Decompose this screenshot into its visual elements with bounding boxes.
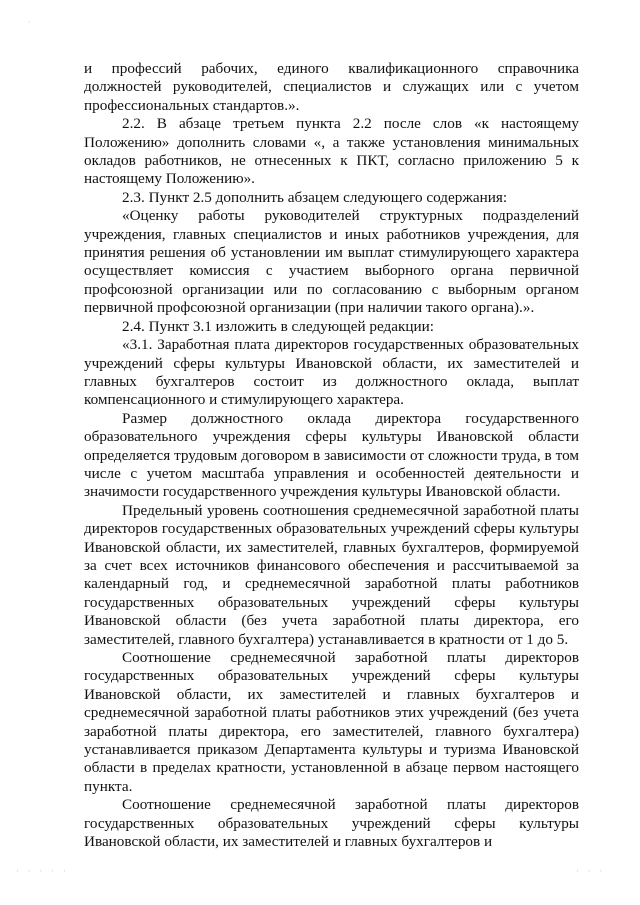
paragraph-2-3: 2.3. Пункт 2.5 дополнить абзацем следующего содержания: — [122, 188, 508, 206]
paragraph-continuation: и профессий рабочих, единого квалификационного справочника должностей руководителей, специалистов и служащих или с учетом профессиональных стандартов.». — [84, 60, 579, 114]
paragraph-limit-ratio: Предельный уровень соотношения среднемесячной заработной платы директоров государственных образовательных учреждений сферы культуры Ивановской области, их заместителей, главных бухгалтеров, формируемой за счет всех источников финансового обеспечения и рассчитываемой за календарный год, и среднемесячной заработной платы работников государственных образовательных учреждений сферы культуры Ивановской области (без учета заработной платы директора, его заместителей, главного бухгалтера) устанавливается в кратности от 1 до 5. — [84, 501, 579, 648]
scan-dots-left: · · · · · — [16, 867, 69, 877]
paragraph-3-1: «3.1. Заработная плата директоров государственных образовательных учреждений сферы культуры Ивановской области, их заместителей и главных бухгалтеров состоит из должностного оклада, выплат компенсационного и стимулирующего характера. — [84, 336, 579, 409]
document-body — [84, 60, 579, 851]
scan-dots-right: · · · — [576, 867, 606, 877]
paragraph-2-3-quote: «Оценку работы руководителей структурных подразделений учреждения, главных специалистов и иных работников учреждения, для принятия решения об установлении им выплат стимулирующего характера осуществляет комиссия с участием выборного органа первичной профсоюзной организации или по согласованию с выборным органом первичной профсоюзной организации (при наличии такого органа).». — [84, 207, 579, 317]
paragraph-2-2: 2.2. В абзаце третьем пункта 2.2 после слов «к настоящему Положению» дополнить словами «, а также установления минимальных окладов работников, не отнесенных к ПКТ, согласно приложению 5 к настоящему Положению». — [84, 115, 579, 188]
paragraph-2-4: 2.4. Пункт 3.1 изложить в следующей редакции: — [122, 317, 435, 335]
paragraph-salary-size: Размер должностного оклада директора государственного образовательного учреждения сферы культуры Ивановской области определяется трудовым договором в зависимости от сложности труда, в том числе с учетом масштаба управления и особенностей деятельности и значимости государственного учреждения культуры Ивановской области. — [84, 409, 579, 501]
paragraph-ratio-continued: Соотношение среднемесячной заработной платы директоров государственных образовательных учреждений сферы культуры Ивановской области, их заместителей и главных бухгалтеров и — [84, 796, 579, 851]
paragraph-ratio-order: Соотношение среднемесячной заработной платы директоров государственных образовательных учреждений сферы культуры Ивановской области, их заместителей и главных бухгалтеров и среднемесячной заработной платы работников этих учреждений (без учета заработной платы директора, его заместителей, главного бухгалтера) устанавливается приказом Департамента культуры и туризма Ивановской области в пределах кратности, установленной в абзаце первом настоящего пункта. — [84, 649, 579, 795]
scan-mark: · — [28, 18, 31, 28]
